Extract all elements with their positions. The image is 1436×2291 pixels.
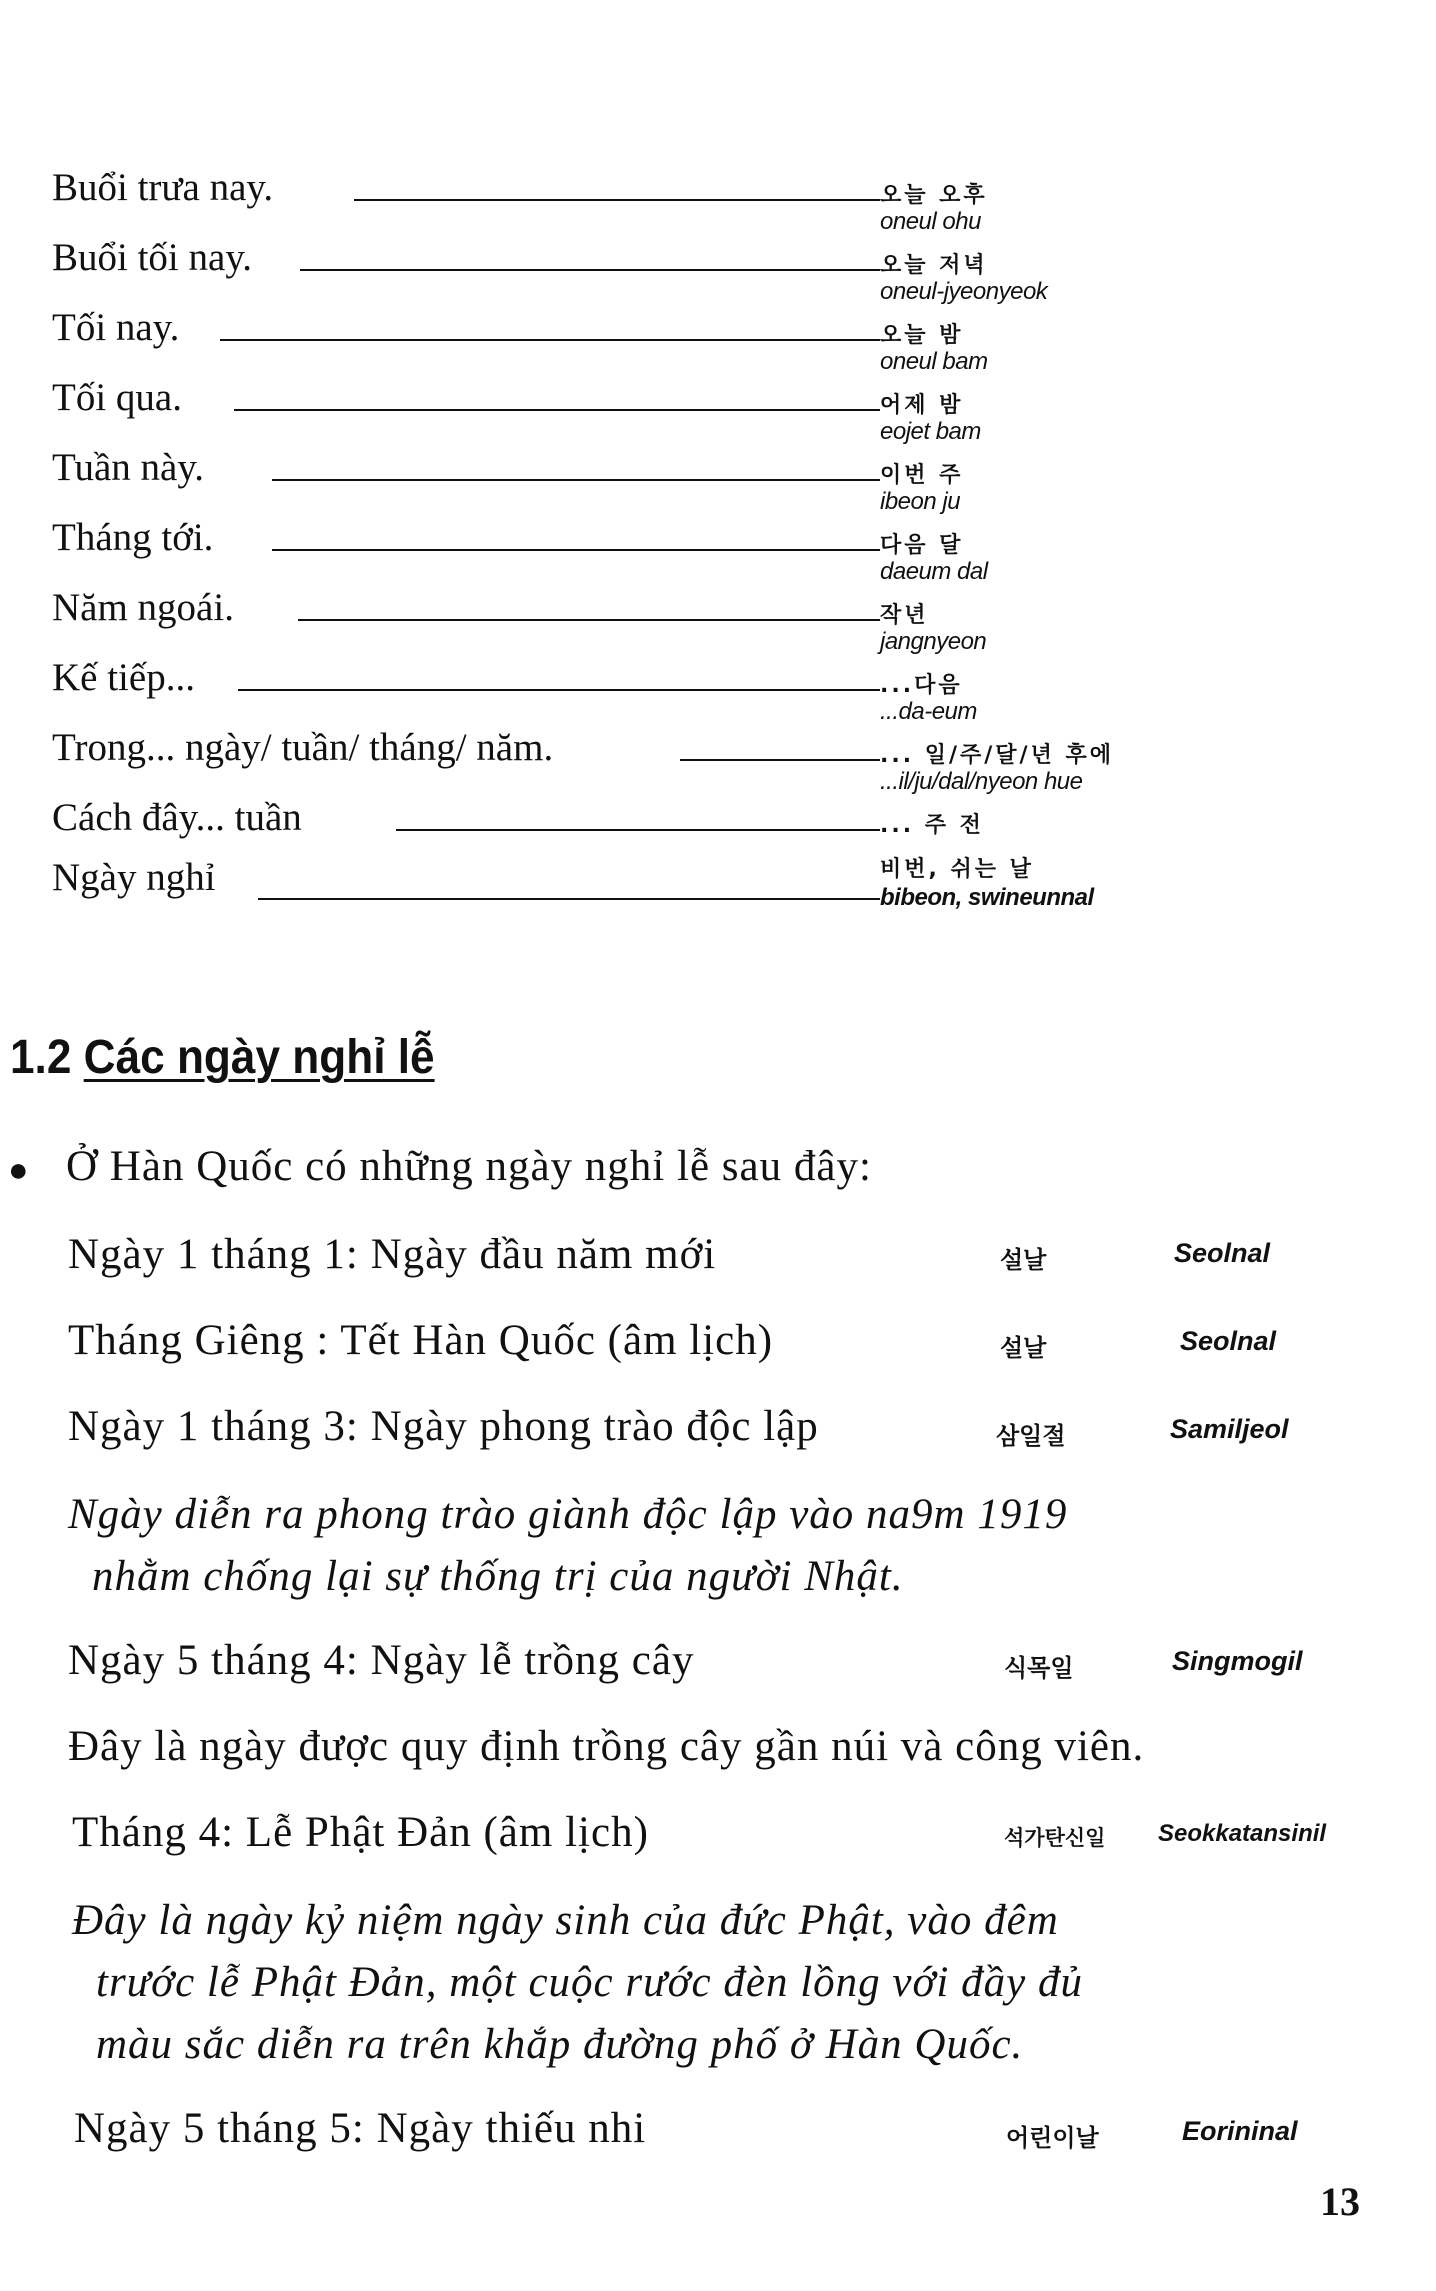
vocab-korean: 오늘 저녁 bbox=[880, 253, 988, 278]
vocab-row bbox=[52, 648, 1102, 725]
section-heading bbox=[10, 1030, 435, 1085]
vocab-romanization: daeum dal bbox=[880, 558, 988, 585]
holiday-line: Tháng Giêng : Tết Hàn Quốc (âm lịch) bbox=[68, 1317, 774, 1364]
holiday-line: Ngày 5 tháng 5: Ngày thiếu nhi bbox=[74, 2105, 647, 2152]
vocab-row bbox=[52, 848, 1102, 920]
holiday-romanization: Seolnal bbox=[1180, 1326, 1277, 1356]
vocab-korean: 다음 달 bbox=[880, 533, 964, 558]
vocab-vietnamese: Cách đây... tuần bbox=[52, 796, 302, 839]
vocab-korean: ... 주 전 bbox=[880, 813, 984, 838]
vocab-korean: ...다음 bbox=[880, 673, 963, 698]
holiday-korean: 설날 bbox=[1000, 1334, 1047, 1362]
vocab-row bbox=[52, 368, 1102, 445]
fill-blank-line bbox=[354, 199, 880, 201]
vocab-korean: 오늘 오후 bbox=[880, 183, 988, 208]
vocab-vietnamese: Buổi tối nay. bbox=[52, 236, 253, 279]
bullet-icon: ● bbox=[8, 1152, 29, 1189]
holiday-korean: 식목일 bbox=[1004, 1654, 1074, 1682]
vocab-vietnamese: Tối qua. bbox=[52, 376, 182, 419]
fill-blank-line bbox=[396, 829, 880, 831]
vocab-vietnamese: Kế tiếp... bbox=[52, 656, 195, 699]
section-number: 1.2 bbox=[10, 1031, 72, 1084]
vocab-row bbox=[52, 508, 1102, 585]
vocab-vietnamese: Năm ngoái. bbox=[52, 586, 234, 629]
vocab-korean: 작년 bbox=[880, 603, 929, 628]
vocab-vietnamese: Tối nay. bbox=[52, 306, 180, 349]
vocab-vietnamese: Tháng tới. bbox=[52, 516, 214, 559]
vocab-vietnamese: Ngày nghỉ bbox=[52, 856, 216, 899]
holiday-line: Ngày 1 tháng 1: Ngày đầu năm mới bbox=[68, 1231, 717, 1278]
vocab-row bbox=[52, 438, 1102, 515]
vocab-row bbox=[52, 578, 1102, 655]
vocab-row bbox=[52, 158, 1102, 235]
vocab-vietnamese: Tuần này. bbox=[52, 446, 205, 489]
holiday-description: Đây là ngày kỷ niệm ngày sinh của đức Phật, vào đêm bbox=[72, 1897, 1059, 1944]
vocab-korean: ... 일/주/달/년 후에 bbox=[880, 743, 1115, 768]
fill-blank-line bbox=[238, 689, 880, 691]
fill-blank-line bbox=[220, 339, 880, 341]
holiday-description: trước lễ Phật Đản, một cuộc rước đèn lồng với đầy đủ bbox=[96, 1959, 1083, 2006]
vocab-romanization: oneul-jyeonyeok bbox=[880, 278, 1048, 305]
vocab-romanization: oneul bam bbox=[880, 348, 988, 375]
vocab-romanization: eojet bam bbox=[880, 418, 981, 445]
holiday-romanization: Singmogil bbox=[1172, 1646, 1303, 1676]
fill-blank-line bbox=[298, 619, 880, 621]
vocab-romanization: jangnyeon bbox=[880, 628, 987, 655]
fill-blank-line bbox=[234, 409, 880, 411]
vocab-romanization: ...da-eum bbox=[880, 698, 977, 725]
holiday-korean: 어린이날 bbox=[1006, 2124, 1099, 2152]
vocab-korean: 오늘 밤 bbox=[880, 323, 964, 348]
vocab-vietnamese: Trong... ngày/ tuần/ tháng/ năm. bbox=[52, 726, 554, 769]
vocab-row bbox=[52, 718, 1115, 795]
fill-blank-line bbox=[680, 759, 880, 761]
holiday-korean: 설날 bbox=[1000, 1246, 1047, 1274]
holiday-korean: 삼일절 bbox=[996, 1422, 1066, 1450]
fill-blank-line bbox=[300, 269, 880, 271]
vocab-row bbox=[52, 228, 1102, 305]
vocab-row bbox=[52, 298, 1102, 375]
fill-blank-line bbox=[272, 549, 880, 551]
holiday-romanization: Seokkatansinil bbox=[1158, 1820, 1327, 1847]
vocab-vietnamese: Buổi trưa nay. bbox=[52, 166, 274, 209]
vocab-romanization: ...il/ju/dal/nyeon hue bbox=[880, 768, 1083, 795]
page-number: 13 bbox=[1320, 2179, 1360, 2224]
vocab-korean: 이번 주 bbox=[880, 463, 964, 488]
holiday-description: màu sắc diễn ra trên khắp đường phố ở Hàn Quốc. bbox=[96, 2021, 1024, 2068]
section-title: Các ngày nghỉ lễ bbox=[83, 1031, 435, 1084]
vocab-romanization: ibeon ju bbox=[880, 488, 961, 515]
holiday-description: Ngày diễn ra phong trào giành độc lập vào na9m 1919 bbox=[68, 1491, 1068, 1538]
holiday-note: Đây là ngày được quy định trồng cây gần núi và công viên. bbox=[68, 1723, 1145, 1770]
vocab-romanization: oneul ohu bbox=[880, 208, 981, 235]
vocab-korean: 어제 밤 bbox=[880, 393, 964, 418]
holiday-korean: 석가탄신일 bbox=[1004, 1826, 1106, 1850]
holiday-line: Tháng 4: Lễ Phật Đản (âm lịch) bbox=[72, 1809, 649, 1856]
holiday-description: nhằm chống lại sự thống trị của người Nhật. bbox=[92, 1553, 904, 1600]
holiday-line: Ngày 1 tháng 3: Ngày phong trào độc lập bbox=[68, 1403, 819, 1450]
holiday-romanization: Samiljeol bbox=[1170, 1414, 1289, 1444]
vocab-korean: 비번, 쉬는 날 bbox=[880, 857, 1034, 882]
fill-blank-line bbox=[272, 479, 880, 481]
holiday-romanization: Eorininal bbox=[1182, 2116, 1298, 2146]
intro-text: Ở Hàn Quốc có những ngày nghỉ lễ sau đây: bbox=[66, 1143, 872, 1190]
holiday-romanization: Seolnal bbox=[1174, 1238, 1271, 1268]
holiday-line: Ngày 5 tháng 4: Ngày lễ trồng cây bbox=[68, 1637, 695, 1684]
fill-blank-line bbox=[258, 898, 880, 900]
vocab-romanization: bibeon, swineunnal bbox=[880, 884, 1094, 911]
